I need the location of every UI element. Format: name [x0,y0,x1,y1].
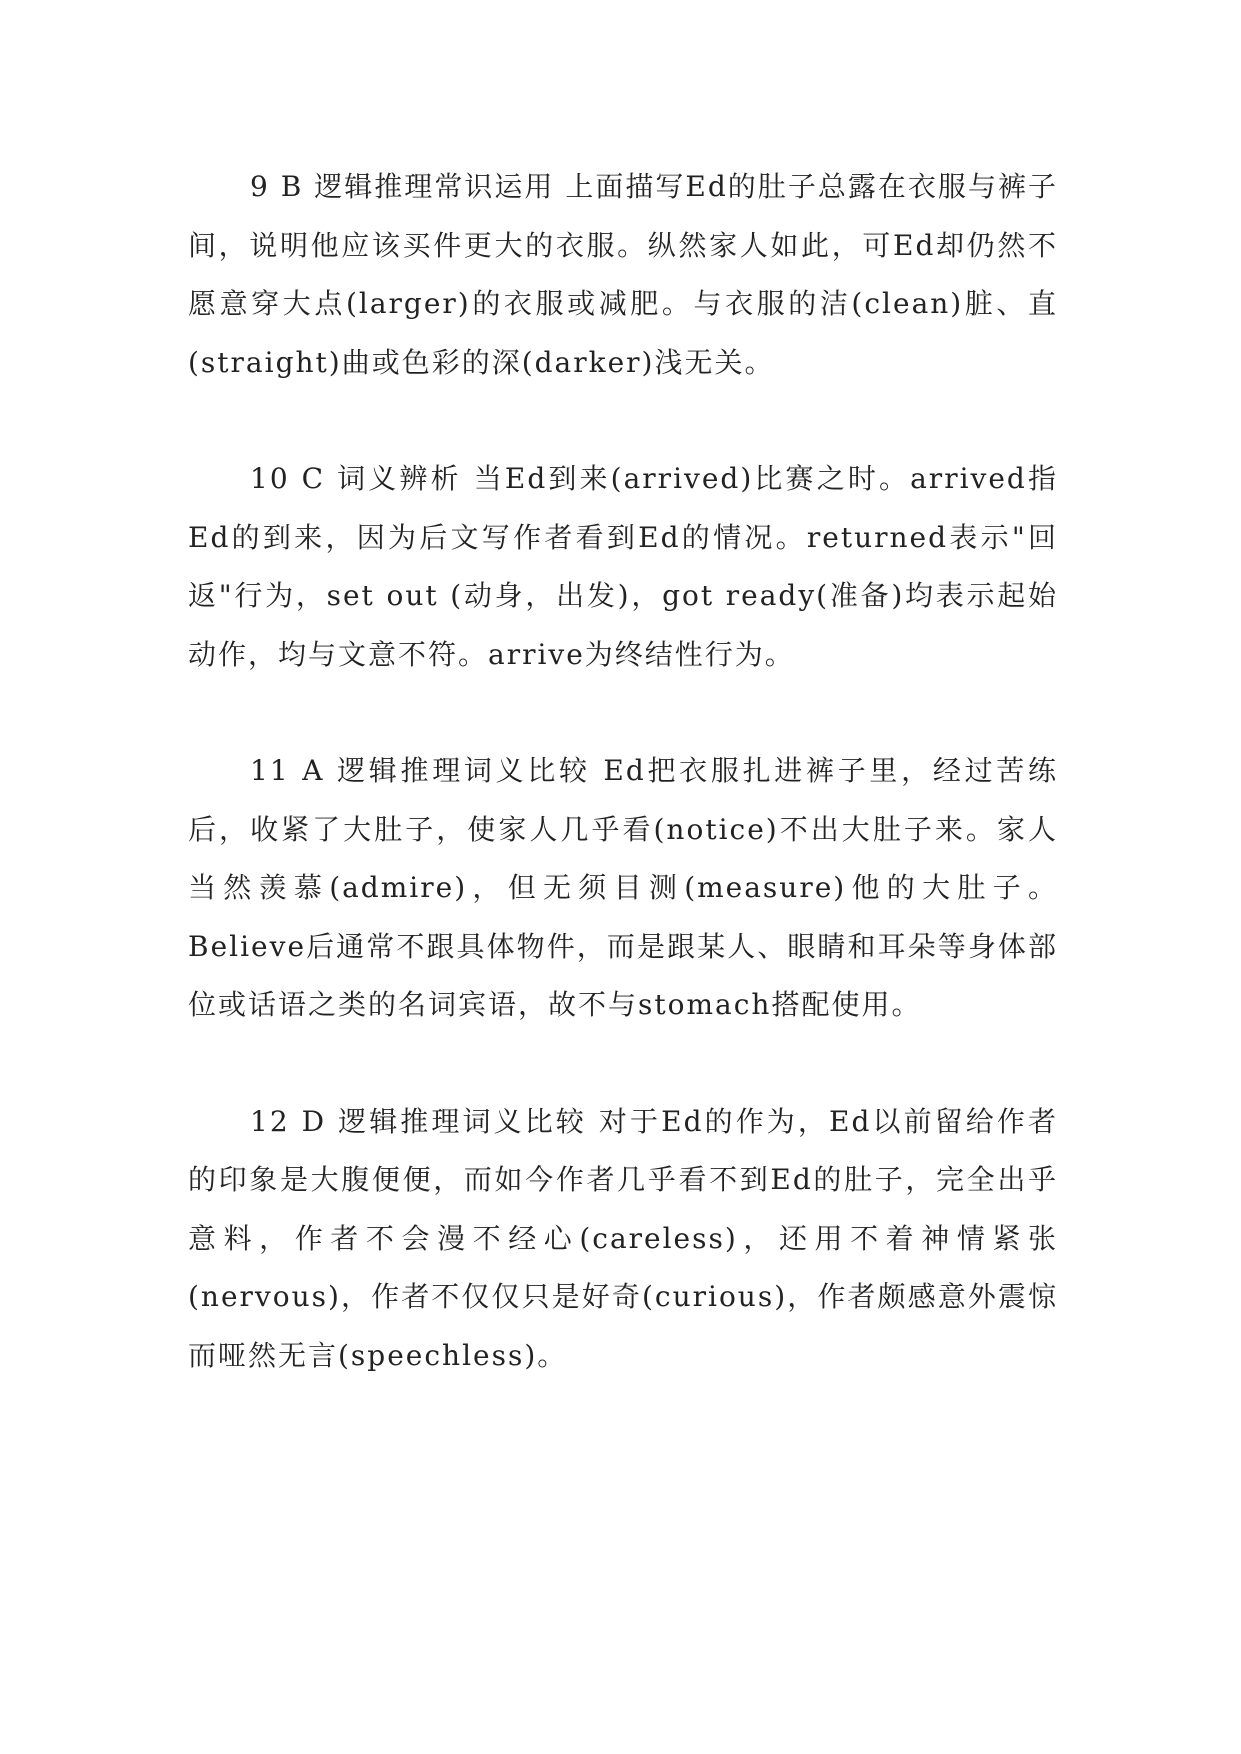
document-page [188,158,1058,1385]
answer-paragraph-12: 12 D 逻辑推理词义比较 对于Ed的作为，Ed以前留给作者的印象是大腹便便，而如今作者几乎看不到Ed的肚子，完全出乎意料，作者不会漫不经心(careless)，还用不着神情紧张(nervous)，作者不仅仅只是好奇(curious)，作者颇感意外震惊而哑然无言(speechless)。 [188,1104,1058,1372]
answer-paragraph-9: 9 B 逻辑推理常识运用 上面描写Ed的肚子总露在衣服与裤子间，说明他应该买件更大的衣服。纵然家人如此，可Ed却仍然不愿意穿大点(larger)的衣服或减肥。与衣服的洁(clean)脏、直(straight)曲或色彩的深(darker)浅无关。 [188,170,1058,379]
answer-paragraph-10: 10 C 词义辨析 当Ed到来(arrived)比赛之时。arrived指Ed的到来，因为后文写作者看到Ed的情况。returned表示"回返"行为，set out (动身，出发)，got ready(准备)均表示起始动作，均与文意不符。arrive为终结性行为。 [188,462,1058,671]
answer-paragraph-11: 11 A 逻辑推理词义比较 Ed把衣服扎进裤子里，经过苦练后，收紧了大肚子，使家人几乎看(notice)不出大肚子来。家人当然羡慕(admire)，但无须目测(measure)他的大肚子。Believe后通常不跟具体物件，而是跟某人、眼睛和耳朵等身体部位或话语之类的名词宾语，故不与stomach搭配使用。 [188,754,1058,1021]
